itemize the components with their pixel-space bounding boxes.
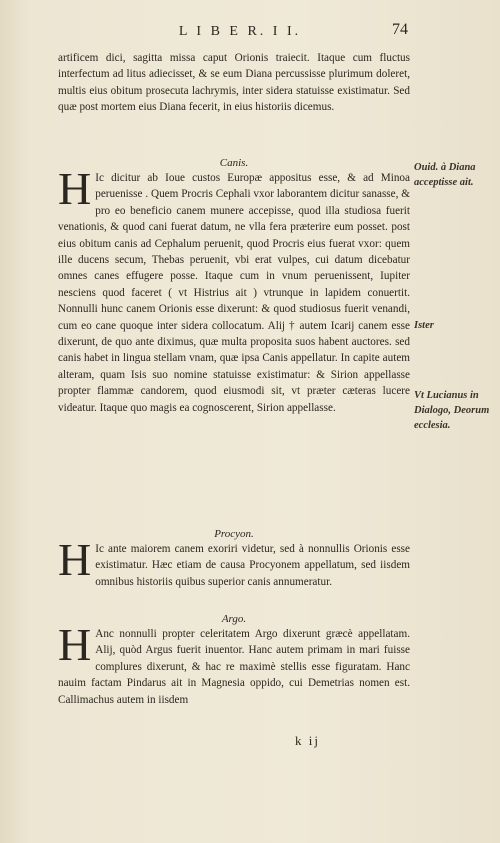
drop-cap: H [58, 619, 92, 670]
section-procyon [58, 534, 410, 590]
paragraph-text: artificem dici, sagitta missa caput Orionis traiecit. Itaque cum fluctus interfectum ad litus adiecisset, & se eum Diana percussisse plurimum doleret, multis eius obitum prosecuta lachrymis, inter sidera statuisse existimatur. Sed quæ post mortem eius Diana fecerit, in eius historiis dicemus. [58, 52, 410, 114]
drop-cap: H [58, 534, 92, 585]
section-argo [58, 619, 410, 708]
section-heading-procyon: Procyon. [214, 528, 254, 540]
margin-note-ister: Ister [414, 320, 434, 331]
margin-note-lucian: Vt Lucianus in Dialogo, Deorum ecclesia. [414, 390, 490, 431]
section-text: Anc nonnulli propter celeritatem Argo dixerunt græcè appellatam. Alij, quòd Argus fuerit inuentor. Hanc autem primam in mari fuisse complures dixerunt, & hac re maximè stellis esse figuratam. Hanc nauim factam Pindarus ait in Magnesia oppido, cui Demetrias nomen est. Callimachus autem in iisdem [58, 628, 410, 706]
page-number: 74 [392, 21, 408, 38]
paragraph-orion-ending [58, 50, 410, 116]
section-text: Ic dicitur ab Ioue custos Europæ appositus esse, & ad Minoa peruenisse . Quem Procris Cephali vxor laborantem dicitur sanasse, & pro eo beneficio canem munere accepisse, quod illa studiosa fuerit venationis, & quod cani fuerat datum, ne vlla fera præterire eum posset. post eius obitum canis ad Cephalum peruenit, quod Procris eius fuerat vxor: quem ille ducens secum, Thebas peruenit, vbi erat vulpes, cui datum dicebatur omnes canes effugere posse. Itaque cum in vnum peruenissent, Iupiter nesciens quod faceret ( vt Histrius ait ) vtrunque in lapidem conuertit. Nonnulli hunc canem Orionis esse dixerunt: & quod studiosus fuerit venandi, cum eo cane quoque inter sidera collocatum. Alij † autem Icarij canem esse dixerunt, de quo ante diximus, quæ multa proposita suos habent auctores. sed canis habet in lingua stellam vnam, quæ ipsa Canis appellatur. In capite autem alteram, quam Isis suo nomine statuisse existimatur: & Sirion appellasse propter flammæ candorem, quod eiusmodi sit, vt præter cæteras lucere videatur. Itaque quo magis ea cognoscerent, Sirion appellasse. [58, 172, 410, 414]
drop-cap: H [58, 163, 92, 214]
margin-note-ovid: Ouid. à Diana acceptisse ait. [414, 162, 476, 188]
signature-mark: k ij [295, 733, 320, 748]
section-heading-canis: Canis. [219, 157, 249, 169]
section-heading-argo: Argo. [221, 613, 247, 625]
section-canis [58, 163, 410, 416]
running-title: L I B E R. I I. [178, 24, 302, 39]
section-text: Ic ante maiorem canem exoriri videtur, sed à nonnullis Orionis esse existimatur. Hæc etiam de causa Procyonem appellatum, sed iisdem omnibus historiis quibus superior canis annumeratur. [95, 543, 410, 588]
